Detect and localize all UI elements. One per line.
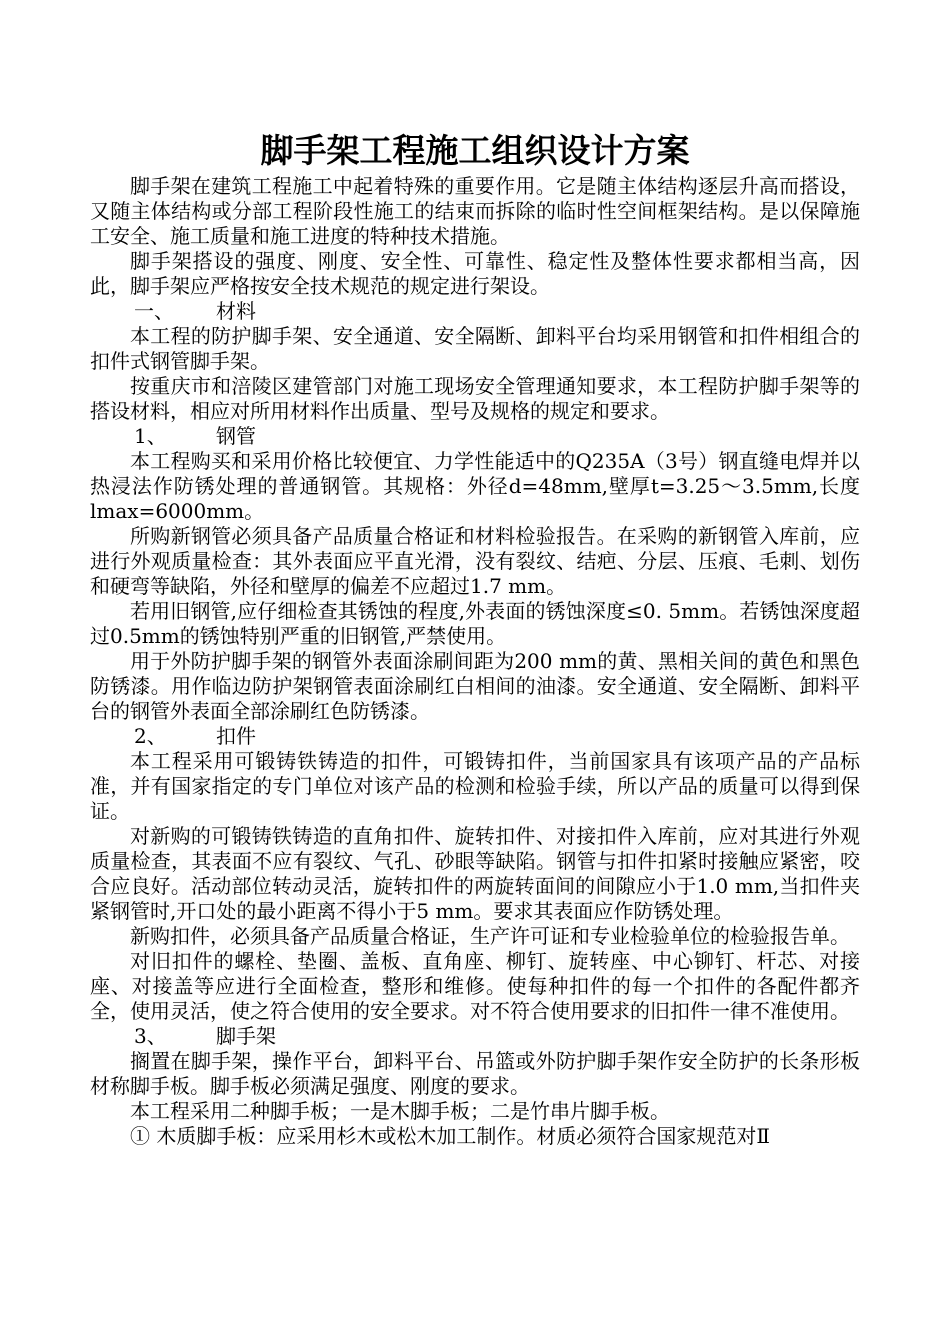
- section-heading: [90, 424, 860, 449]
- document-page: [90, 128, 860, 1149]
- paragraph: 若用旧钢管,应仔细检查其锈蚀的程度,外表面的锈蚀深度≤0. 5mm。若锈蚀深度超过0.5mm的锈蚀特别严重的旧钢管,严禁使用。: [90, 599, 860, 648]
- section-heading-text: 扣件: [216, 724, 256, 748]
- paragraph: 对旧扣件的螺栓、垫圈、盖板、直角座、柳钉、旋转座、中心铆钉、杆芯、对接座、对接盖等应进行全面检查，整形和维修。使每种扣件的每一个扣件的各配件都齐全，使用灵活，使之符合使用的安全要求。对不符合使用要求的旧扣件一律不准使用。: [90, 949, 860, 1023]
- paragraph: 本工程购买和采用价格比较便宜、力学性能适中的Q235A（3号）钢直缝电焊并以热浸法作防锈处理的普通钢管。其规格：外径d=48mm,壁厚t=3.25～3.5mm,长度lmax=6000mm。: [90, 449, 860, 523]
- section-heading-text: 材料: [216, 299, 256, 323]
- section-heading: [90, 299, 860, 324]
- document-title: 脚手架工程施工组织设计方案: [260, 131, 690, 170]
- section-heading-text: 脚手架: [216, 1024, 276, 1048]
- paragraph: 本工程的防护脚手架、安全通道、安全隔断、卸料平台均采用钢管和扣件相组合的扣件式钢管脚手架。: [90, 324, 860, 373]
- paragraph: 按重庆市和涪陵区建管部门对施工现场安全管理通知要求，本工程防护脚手架等的搭设材料，相应对所用材料作出质量、型号及规格的规定和要求。: [90, 374, 860, 423]
- paragraph: ① 木质脚手板：应采用杉木或松木加工制作。材质必须符合国家规范对Ⅱ: [130, 1124, 770, 1148]
- paragraph: 新购扣件，必须具备产品质量合格证，生产许可证和专业检验单位的检验报告单。: [130, 924, 850, 948]
- paragraph: 本工程采用可锻铸铁铸造的扣件，可锻铸扣件，当前国家具有该项产品的产品标准，并有国家指定的专门单位对该产品的检测和检验手续，所以产品的质量可以得到保证。: [90, 749, 860, 823]
- section-number: 3、: [134, 1024, 167, 1048]
- paragraph: 所购新钢管必须具备产品质量合格证和材料检验报告。在采购的新钢管入库前，应进行外观质量检查：其外表面应平直光滑，没有裂纹、结疤、分层、压痕、毛刺、划伤和硬弯等缺陷，外径和壁厚的偏差不应超过1.7 mm。: [90, 524, 860, 598]
- section-heading: [90, 724, 860, 749]
- section-heading-text: 钢管: [216, 424, 256, 448]
- paragraph: 脚手架在建筑工程施工中起着特殊的重要作用。它是随主体结构逐层升高而搭设，又随主体结构或分部工程阶段性施工的结束而拆除的临时性空间框架结构。是以保障施工安全、施工质量和施工进度的特种技术措施。: [90, 174, 860, 248]
- paragraph: 本工程采用二种脚手板；一是木脚手板；二是竹串片脚手板。: [130, 1099, 670, 1123]
- paragraph: 对新购的可锻铸铁铸造的直角扣件、旋转扣件、对接扣件入库前，应对其进行外观质量检查，其表面不应有裂纹、气孔、砂眼等缺陷。钢管与扣件扣紧时接触应紧密，咬合应良好。活动部位转动灵活，旋转扣件的两旋转面间的间隙应小于1.0 mm,当扣件夹紧钢管时,开口处的最小距离不得小于5 mm。要求其表面应作防锈处理。: [90, 824, 860, 923]
- section-number: 2、: [134, 724, 167, 748]
- paragraph: 脚手架搭设的强度、刚度、安全性、可靠性、稳定性及整体性要求都相当高，因此，脚手架应严格按安全技术规范的规定进行架设。: [90, 249, 860, 298]
- section-number: 1、: [134, 424, 167, 448]
- section-number: 一、: [134, 299, 174, 323]
- section-heading: [90, 1024, 860, 1049]
- paragraph: 搁置在脚手架，操作平台，卸料平台、吊篮或外防护脚手架作安全防护的长条形板材称脚手板。脚手板必须满足强度、刚度的要求。: [90, 1049, 860, 1098]
- paragraph: 用于外防护脚手架的钢管外表面涂刷间距为200 mm的黄、黑相关间的黄色和黑色防锈漆。用作临边防护架钢管表面涂刷红白相间的油漆。安全通道、安全隔断、卸料平台的钢管外表面全部涂刷红色防锈漆。: [90, 649, 860, 723]
